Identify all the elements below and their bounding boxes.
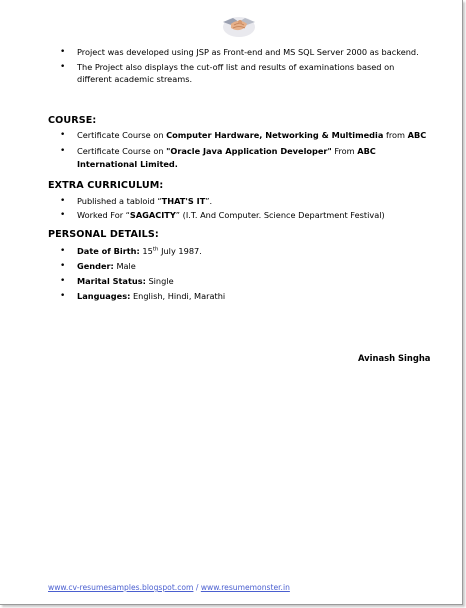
- extra-item-2: [77, 208, 385, 222]
- handshake-icon: [221, 10, 257, 40]
- dob-row: [77, 244, 202, 258]
- marital-value: Single: [148, 276, 174, 286]
- course-item-2-org-line-2: International Limited.: [77, 159, 178, 169]
- course-item-2-org: ABC: [357, 146, 376, 156]
- dob-label: Date of Birth:: [77, 246, 140, 256]
- dob-suffix: th: [152, 246, 159, 253]
- gender-value: Male: [116, 261, 136, 271]
- footer-links: [48, 583, 290, 592]
- course-item-1-prefix: Certificate Course on: [77, 130, 167, 140]
- marital-row: [77, 274, 174, 288]
- project-bullet-1: Project was developed using JSP as Front-end and MS SQL Server 2000 as backend.: [77, 47, 419, 57]
- extra-item-2-suffix: ” (I.T. And Computer. Science Department Festival): [175, 210, 385, 220]
- languages-value: English, Hindi, Marathi: [132, 291, 226, 301]
- languages-label: Languages:: [77, 291, 131, 301]
- course-item-1-org: ABC: [407, 130, 427, 140]
- course-item-2: [77, 144, 376, 158]
- personal-heading: PERSONAL DETAILS:: [48, 229, 159, 240]
- extra-item-1-suffix: ”.: [205, 196, 213, 206]
- course-item-2-prefix: Certificate Course on: [77, 146, 167, 156]
- extra-heading: EXTRA CURRICULUM:: [48, 180, 164, 191]
- footer-link-cv-resumesamples[interactable]: www.cv-resumesamples.blogspot.com: [48, 583, 194, 592]
- marital-label: Marital Status:: [77, 276, 146, 286]
- course-item-1: [77, 128, 426, 142]
- extra-item-1-prefix: Published a tabloid “: [77, 196, 162, 206]
- extra-item-2-prefix: Worked For “: [77, 210, 130, 220]
- footer-link-resumemonster[interactable]: www.resumemonster.in: [200, 583, 290, 592]
- signature: Avinash Singha: [358, 353, 431, 363]
- course-heading: COURSE:: [48, 115, 97, 126]
- dob-rest: July 1987.: [158, 246, 202, 256]
- course-item-1-middle: from: [383, 130, 408, 140]
- gender-label: Gender:: [77, 261, 114, 271]
- course-item-2-title: "Oracle Java Application Developer": [166, 146, 332, 156]
- course-item-2-middle: From: [331, 146, 358, 156]
- footer-separator: /: [195, 583, 199, 592]
- gender-row: [77, 259, 136, 273]
- extra-item-2-title: SAGACITY: [129, 210, 176, 220]
- extra-item-1: [77, 194, 212, 208]
- dob-day: 15: [142, 246, 153, 256]
- course-item-2-continuation: [77, 159, 178, 169]
- project-bullet-2: The Project also displays the cut-off list and results of examinations based on: [77, 62, 395, 72]
- course-item-1-title: Computer Hardware, Networking & Multimedia: [166, 130, 384, 140]
- languages-row: [77, 289, 225, 303]
- project-bullet-2-continuation: different academic streams.: [77, 74, 193, 84]
- extra-item-1-title: THAT'S IT: [161, 196, 206, 206]
